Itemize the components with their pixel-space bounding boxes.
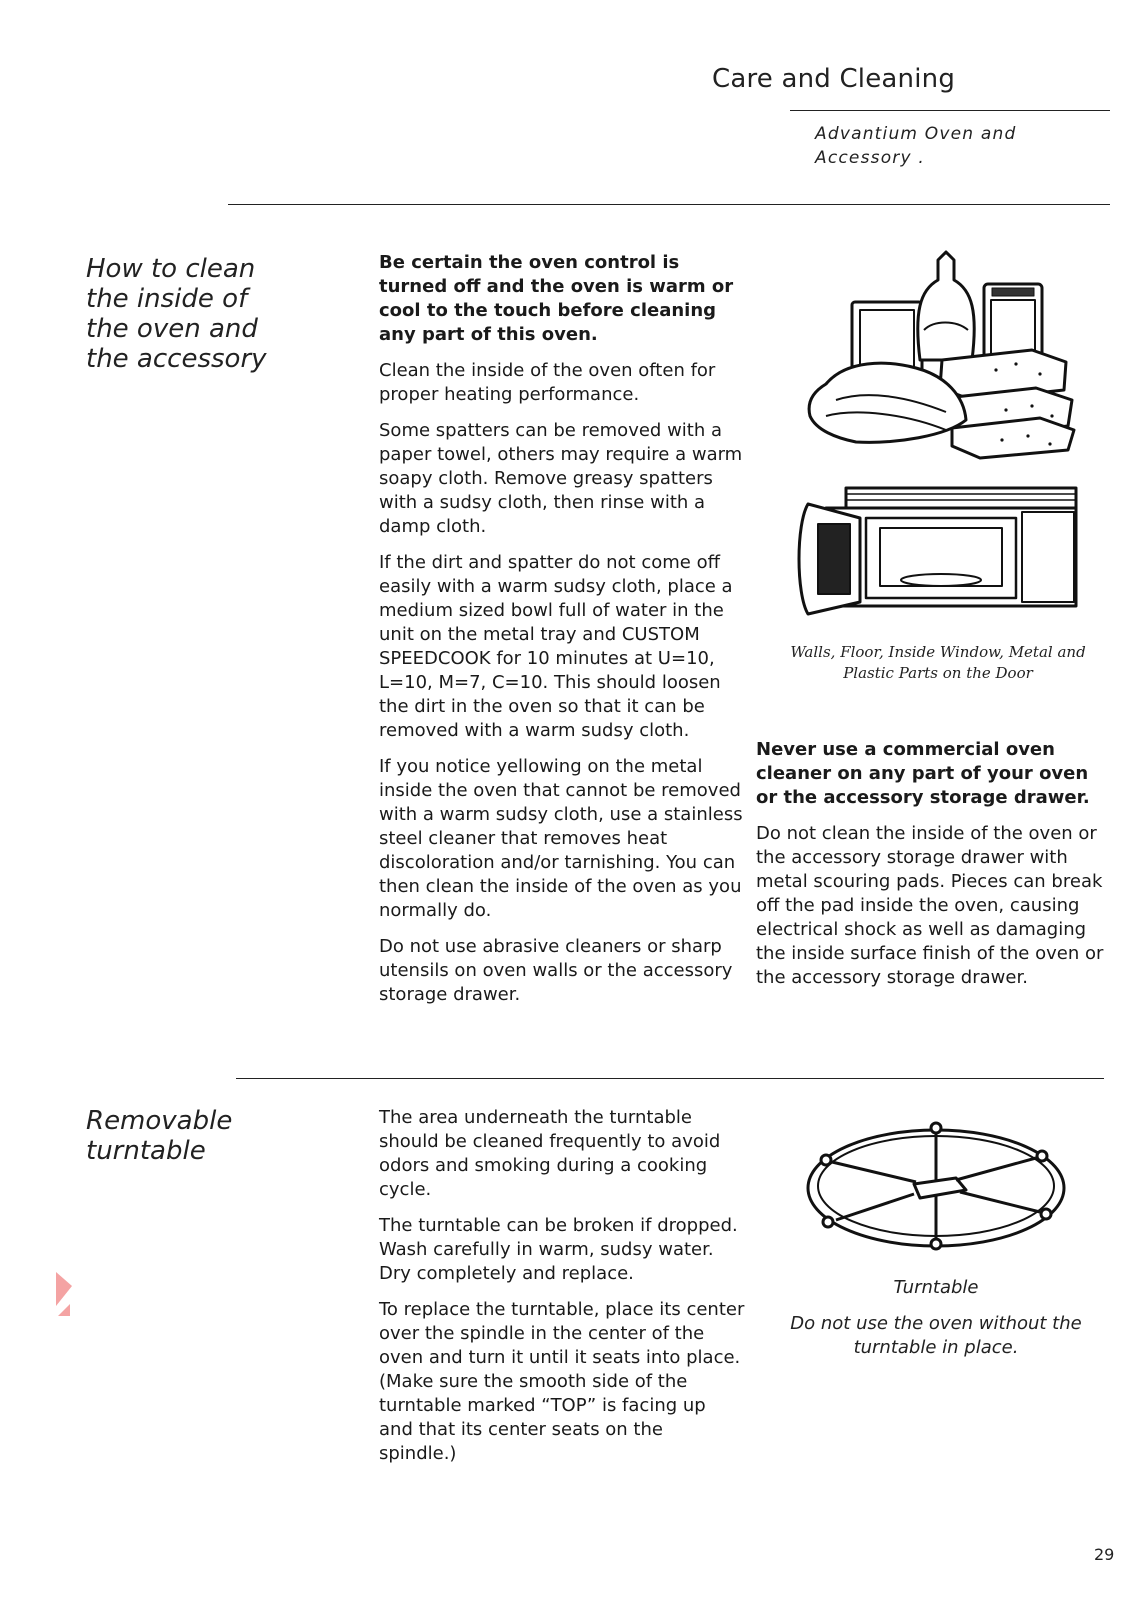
section2-body-column — [379, 1106, 745, 1478]
subtitle-line-1: Advantium Oven and — [815, 124, 1017, 144]
body-paragraph: The turntable can be broken if dropped. Wash carefully in warm, sudsy water. Dry completely and replace. — [379, 1215, 738, 1284]
section-rule-1 — [228, 204, 1110, 205]
body-paragraph: Some spatters can be removed with a paper towel, others may require a warm soapy cloth. Remove greasy spatters with a sudsy cloth, then rinse with a damp cloth. — [379, 420, 743, 537]
page-header-subtitle — [815, 122, 1105, 170]
warning-paragraph: Be certain the oven control is turned off and the oven is warm or cool to the touch before cleaning any part of this oven. — [379, 252, 734, 345]
section1-body-column — [379, 251, 745, 1019]
body-paragraph: Do not use abrasive cleaners or sharp utensils on oven walls or the accessory storage drawer. — [379, 936, 733, 1005]
page-number: 29 — [1094, 1545, 1115, 1564]
body-paragraph: The area underneath the turntable should be cleaned frequently to avoid odors and smoking during a cooking cycle. — [379, 1107, 721, 1200]
body-paragraph: To replace the turntable, place its center over the spindle in the center of the oven and turn it until it seats into place. (Make sure the smooth side of the turntable marked “TOP” is facing up and that its center seats on the spindle.) — [379, 1299, 745, 1464]
warning-paragraph: Never use a commercial oven cleaner on any part of your oven or the accessory storage drawer. — [756, 739, 1090, 808]
oven-image-caption: Walls, Floor, Inside Window, Metal and Plastic Parts on the Door — [790, 643, 1086, 682]
turntable-caption: Turntable — [893, 1277, 979, 1298]
section-rule-2 — [236, 1078, 1104, 1079]
margin-marker-icon — [56, 1272, 76, 1316]
cleaning-supplies-illustration — [796, 250, 1086, 460]
header-rule — [790, 110, 1110, 111]
subtitle-line-2: Accessory . — [815, 148, 925, 168]
title-line: Removable — [86, 1106, 233, 1136]
section-title-clean-inside — [86, 254, 326, 374]
microwave-oven-illustration — [786, 484, 1086, 624]
title-line: the accessory — [86, 344, 267, 374]
body-paragraph: If you notice yellowing on the metal inside the oven that cannot be removed with a warm sudsy cloth, use a stainless steel cleaner that removes heat discoloration and/or tarnishing. You can then clean the inside of the oven as you normally do. — [379, 756, 743, 921]
section-title-removable-turntable — [86, 1106, 326, 1166]
body-paragraph: Do not clean the inside of the oven or the accessory storage drawer with metal scouring pads. Pieces can break off the pad inside the oven, causing electrical shock as well as damaging the inside surface finish of the oven or the accessory storage drawer. — [756, 823, 1104, 988]
turntable-note: Do not use the oven without the turntable in place. — [790, 1313, 1082, 1358]
title-line: turntable — [86, 1136, 206, 1166]
title-line: the inside of — [86, 284, 248, 314]
section1-right-column — [756, 738, 1112, 1002]
body-paragraph: Clean the inside of the oven often for proper heating performance. — [379, 360, 716, 405]
turntable-illustration — [796, 1108, 1076, 1258]
page-header-title: Care and Cleaning — [712, 64, 956, 94]
title-line: the oven and — [86, 314, 258, 344]
body-paragraph: If the dirt and spatter do not come off easily with a warm sudsy cloth, place a medium sized bowl full of water in the unit on the metal tray and CUSTOM SPEEDCOOK for 10 minutes at U=10, L=10, M=7, C=10. This should loosen the dirt in the oven so that it can be removed with a warm sudsy cloth. — [379, 552, 733, 741]
title-line: How to clean — [86, 254, 256, 284]
